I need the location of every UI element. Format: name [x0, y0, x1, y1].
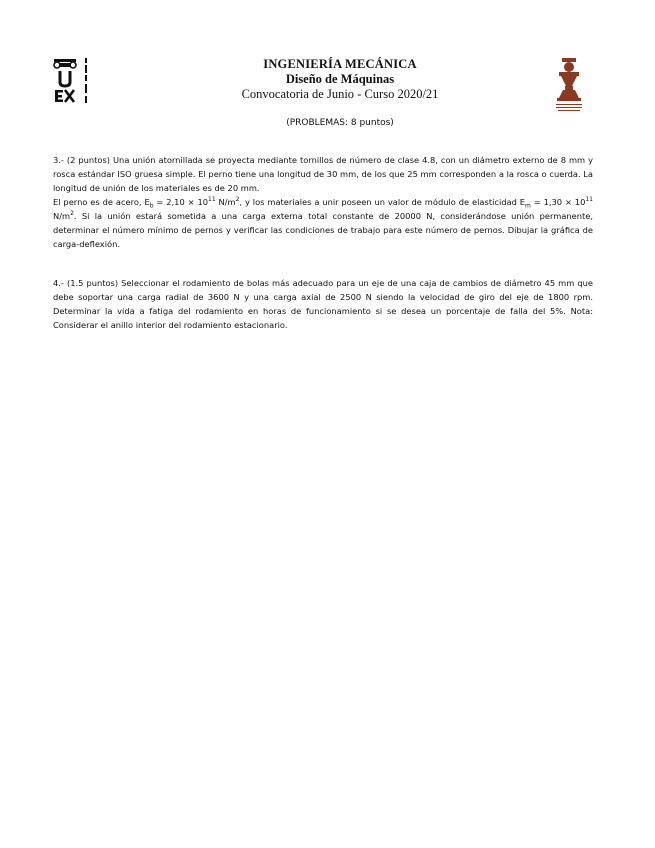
exam-session: Convocatoria de Junio - Curso 2020/21: [241, 87, 439, 101]
engineering-school-logo: [553, 56, 593, 112]
uex-university-logo: [52, 55, 94, 107]
problem-3-data: El perno es de acero, $E_b = 2,10 \times 10^{11}$ $N/m^2$, y los materiales a unir poseen un valor de módulo de elasticidad $E_m = 1,30 \times 10^{11}$ $N/m^2$. Si la unión estará sometida a una carga externa total constante de 20000 N, considerándose unión permanente, determinar el número mínimo de pernos y verificar las condiciones de trabajo para este número de pernos. Dibujar la gráfica de carga-deflexión.: [53, 196, 593, 249]
degree-title: INGENIERÍA MECÁNICA: [263, 57, 417, 71]
problem-3: [53, 153, 593, 251]
problem-4-statement: 4.- (1.5 puntos) Seleccionar el rodamiento de bolas más adecuado para un eje de una caja de cambios de diámetro 45 mm que debe soportar una carga radial de 3600 N y una carga axial de 2500 N siendo la velocidad de giro del eje de 1800 rpm. Determinar la vida a fatiga del rodamiento en horas de funcionamiento si se desea un porcentaje de falla del 5%. Nota: Considerar el anillo interior del rodamiento estacionario.: [53, 278, 593, 330]
course-subject: Diseño de Máquinas: [285, 72, 395, 86]
problem-4: [53, 276, 593, 332]
exam-header: [150, 57, 530, 102]
section-points: (PROBLEMAS: 8 puntos): [286, 118, 394, 128]
problem-3-statement: 3.- (2 puntos) Una unión atornillada se proyecta mediante tornillos de número de clase 4.8, con un diámetro externo de 8 mm y rosca estándar ISO gruesa simple. El perno tiene una longitud de 30 mm, de los que 25 mm corresponden a la rosca o cuerda. La longitud de unión de los materiales es de 20 mm.: [53, 155, 593, 193]
